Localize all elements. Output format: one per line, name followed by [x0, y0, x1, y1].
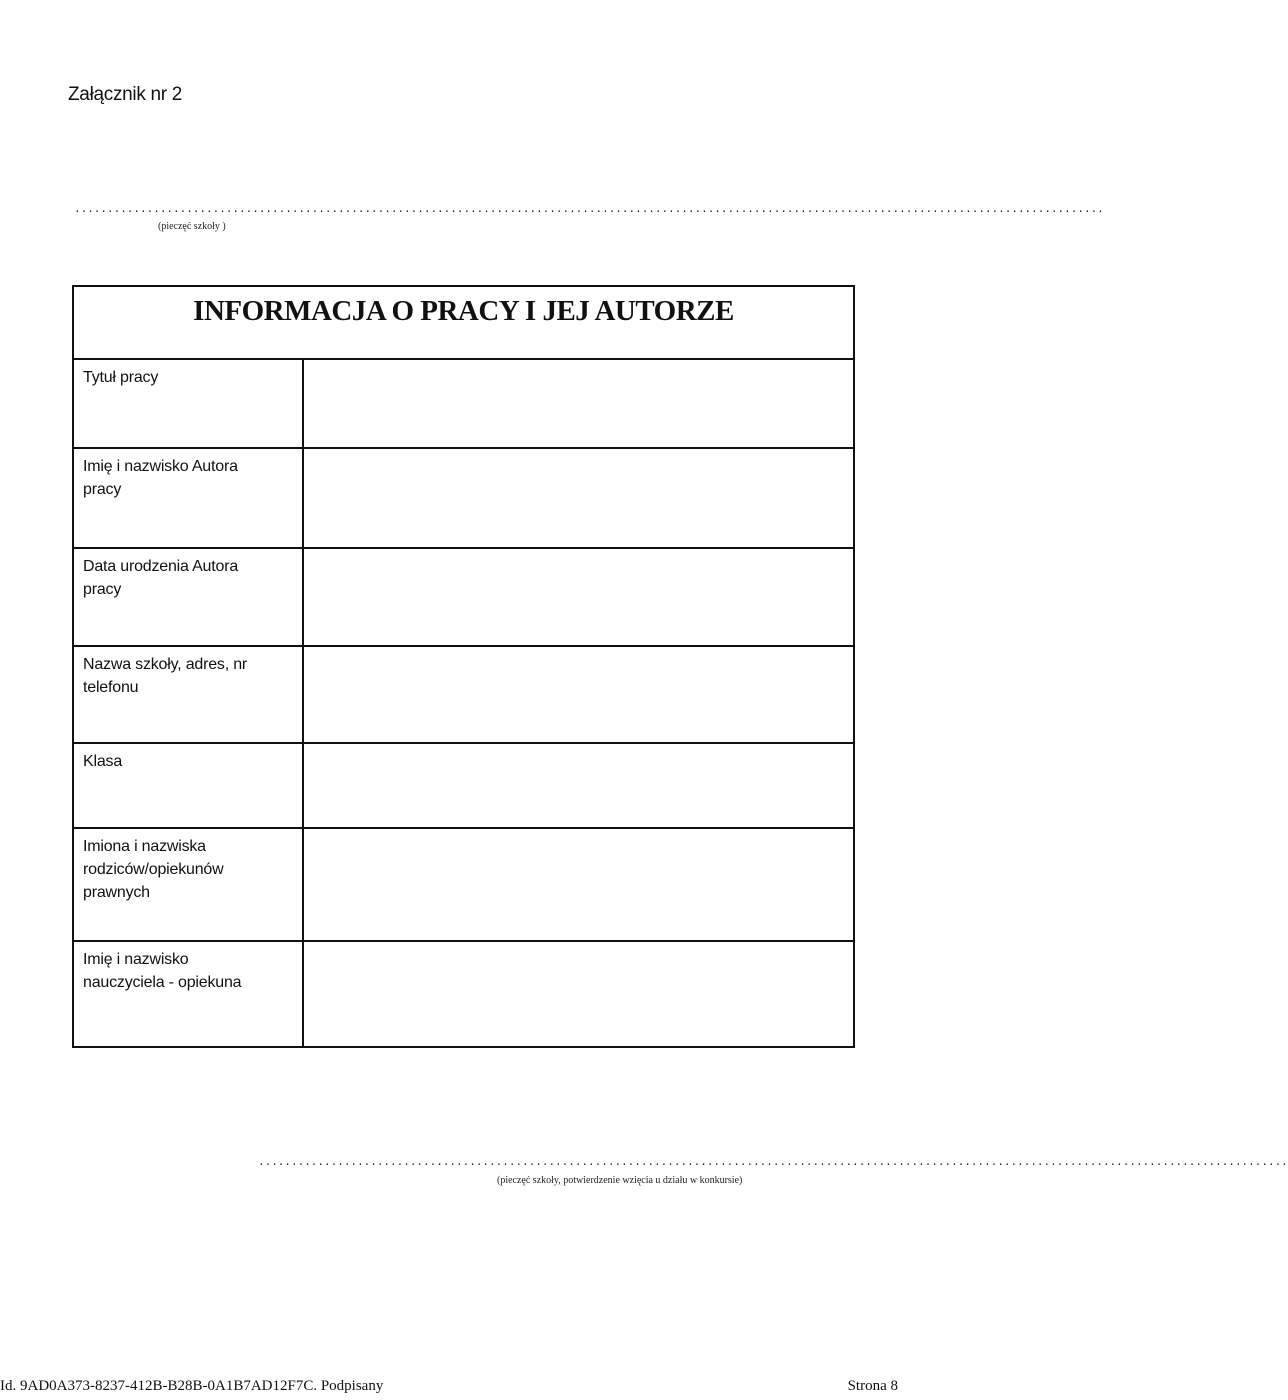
field-label-author-name: Imię i nazwisko Autora pracy — [74, 449, 304, 547]
field-value-class[interactable] — [304, 744, 853, 827]
footer-page-number: Strona 8 — [847, 1378, 898, 1394]
field-value-parents[interactable] — [304, 829, 853, 940]
field-label-parents: Imiona i nazwiska rodziców/opiekunów prawnych — [74, 829, 304, 940]
field-value-title[interactable] — [304, 360, 853, 447]
form-row-parents — [74, 829, 853, 942]
footer-document-id: Id. 9AD0A373-8237-412B-B28B-0A1B7AD12F7C. Podpisany — [0, 1378, 384, 1394]
field-value-teacher[interactable] — [304, 942, 853, 1046]
school-stamp-caption: (pieczęć szkoły ) — [158, 221, 226, 232]
confirmation-caption: (pieczęć szkoły, potwierdzenie wzięcia u działu w konkursie) — [497, 1175, 743, 1186]
field-label-school: Nazwa szkoły, adres, nr telefonu — [74, 647, 304, 742]
form-row-title — [74, 360, 853, 449]
field-label-class: Klasa — [74, 744, 304, 827]
form-row-school — [74, 647, 853, 744]
info-form — [72, 285, 855, 1048]
field-value-author-birthdate[interactable] — [304, 549, 853, 645]
school-stamp-dot-leader: ............................................................................................................................................................ — [74, 204, 1104, 216]
form-row-class — [74, 744, 853, 829]
form-row-author-birthdate — [74, 549, 853, 647]
form-row-teacher — [74, 942, 853, 1046]
form-row-author-name — [74, 449, 853, 549]
field-label-author-birthdate: Data urodzenia Autora pracy — [74, 549, 304, 645]
field-label-title: Tytuł pracy — [74, 360, 304, 447]
form-title: INFORMACJA O PRACY I JEJ AUTORZE — [74, 287, 853, 360]
field-value-school[interactable] — [304, 647, 853, 742]
field-value-author-name[interactable] — [304, 449, 853, 547]
field-label-teacher: Imię i nazwisko nauczyciela - opiekuna — [74, 942, 304, 1046]
annex-label: Załącznik nr 2 — [68, 84, 183, 105]
confirmation-dot-leader: ............................................................................................................................................................ — [258, 1157, 1288, 1169]
